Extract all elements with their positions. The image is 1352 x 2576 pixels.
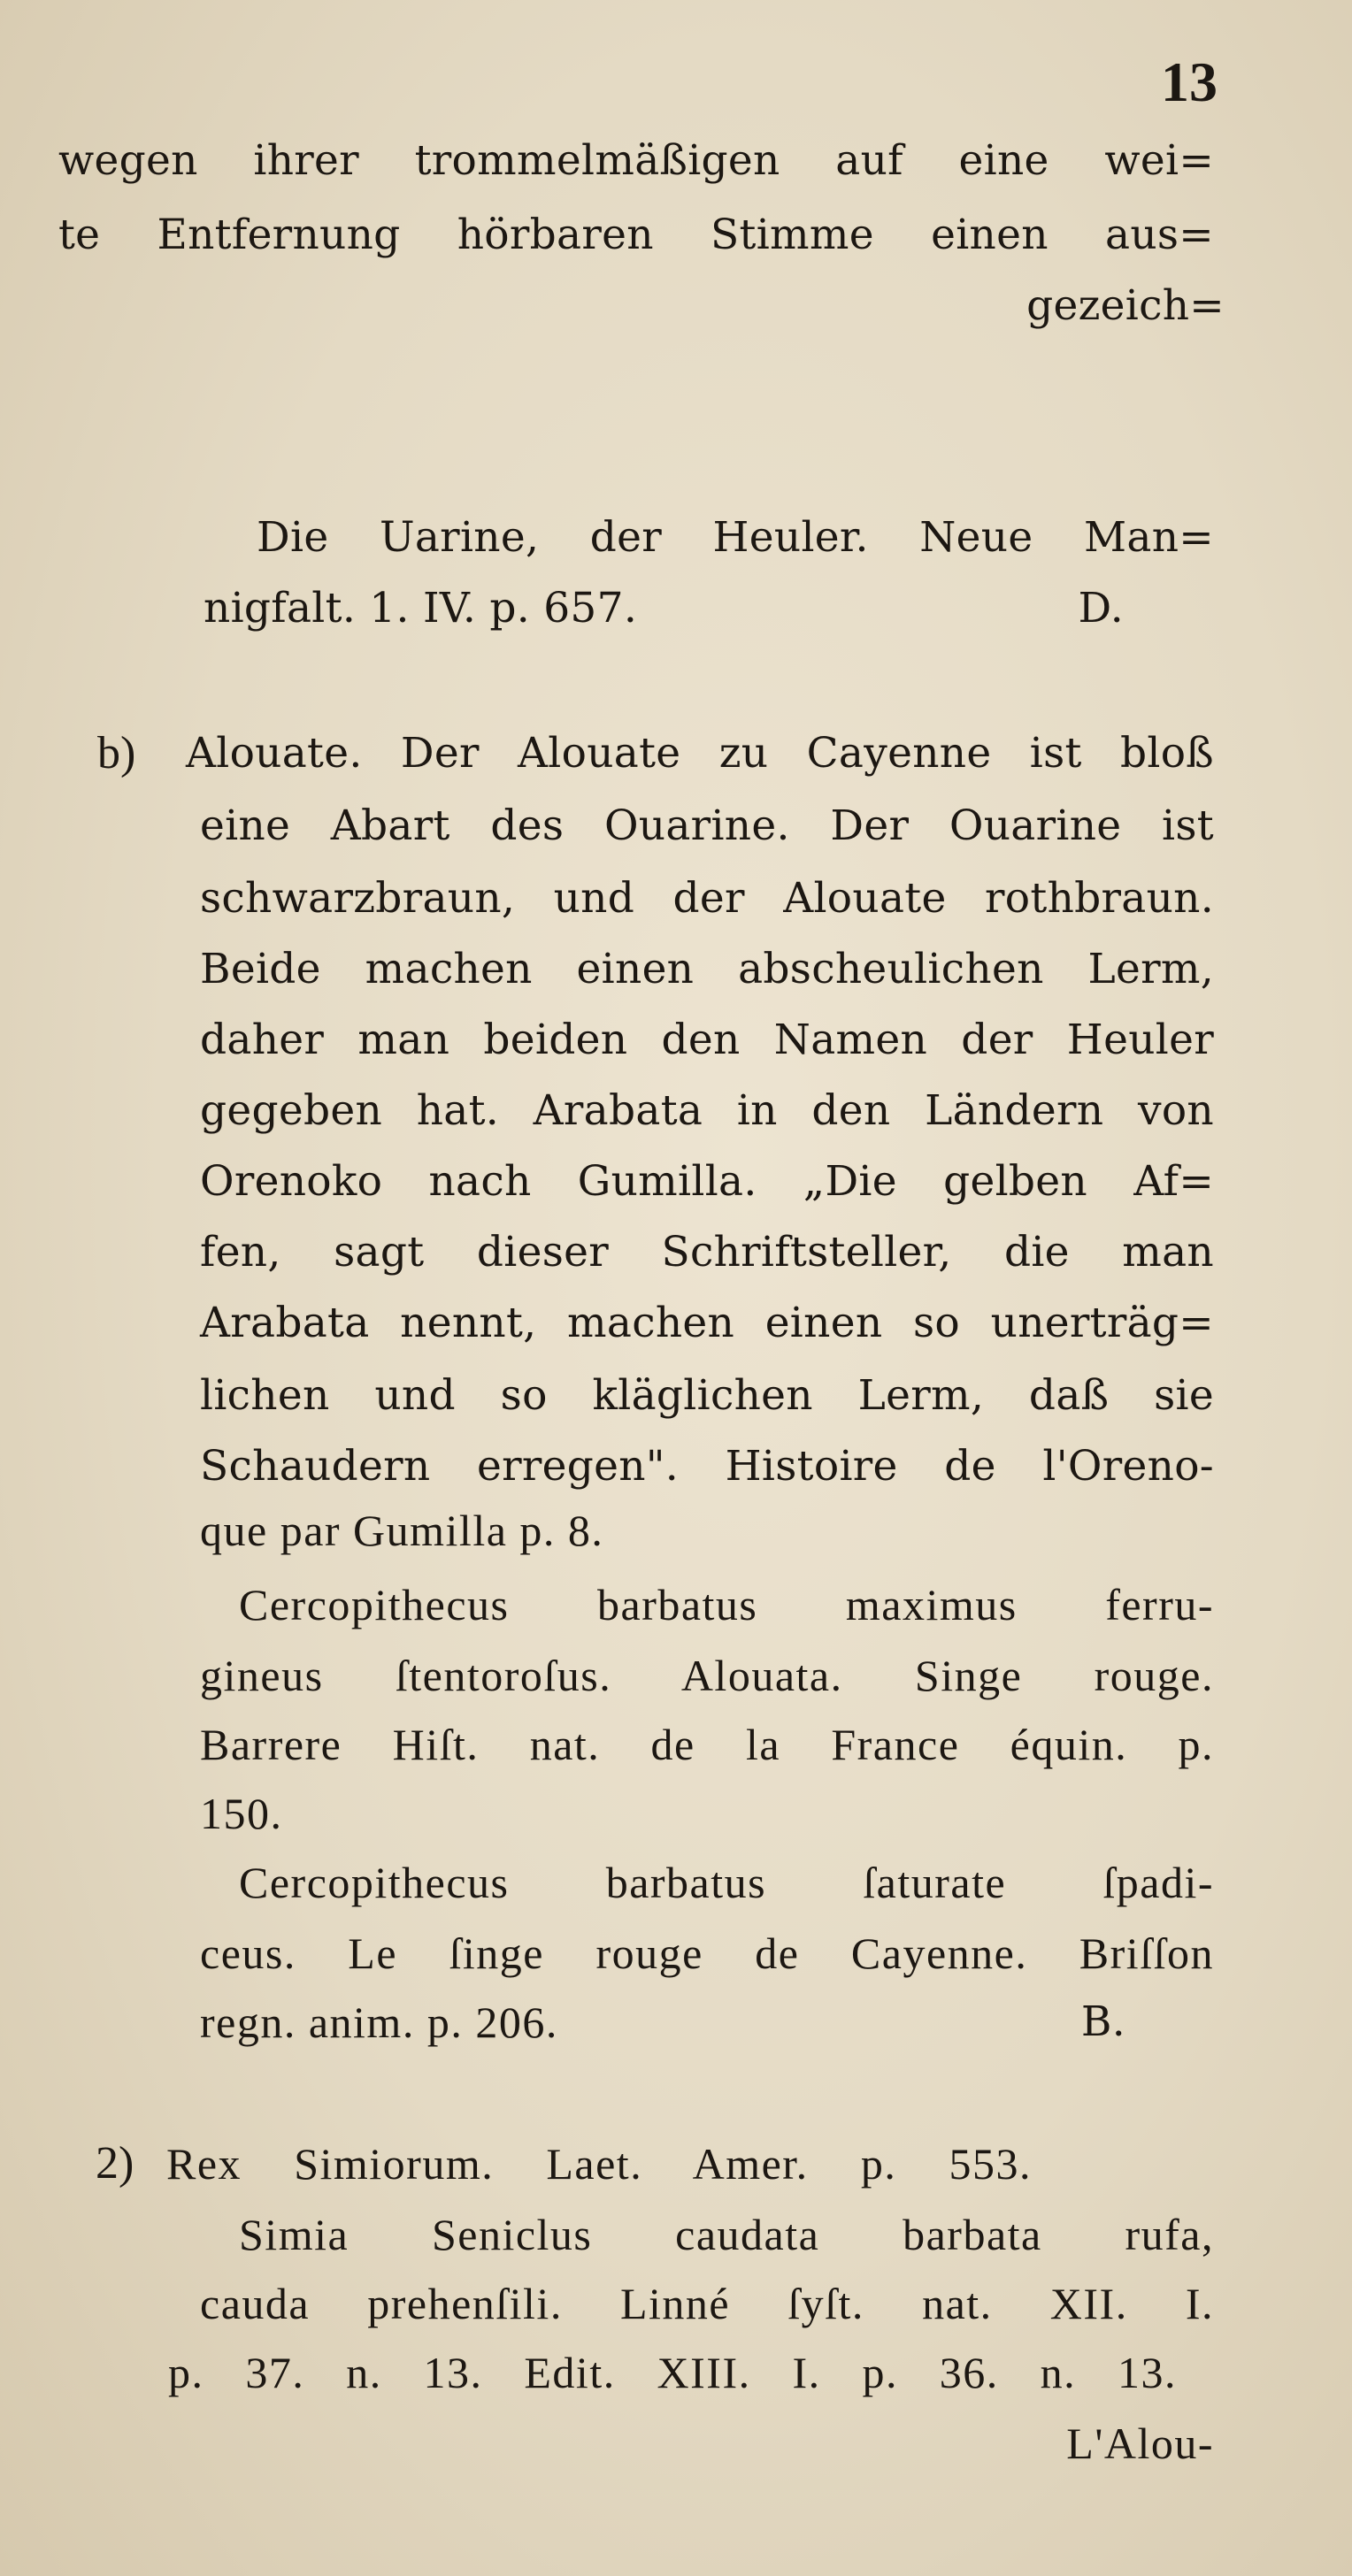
- text-line: eine Abart des Ouarine. Der Ouarine ist: [200, 801, 1214, 850]
- text-line: que par Gumilla p. 8.: [200, 1506, 604, 1555]
- text-line: 150.: [200, 1789, 283, 1838]
- text-line: [200, 1996, 1125, 2049]
- text-line: Schaudern erregen". Histoire de l'Oreno-: [200, 1442, 1214, 1491]
- text-line: gineus ſtentoroſus. Alouata. Singe rouge.: [200, 1651, 1214, 1700]
- text-line: Alouate. Der Alouate zu Cayenne ist bloß: [186, 729, 1214, 778]
- footnote-marker: b): [97, 728, 136, 778]
- text-line: schwarzbraun, und der Alouate rothbraun.: [200, 874, 1214, 923]
- citation: regn. anim. p. 206.: [200, 1997, 558, 2047]
- text-line: [204, 582, 1124, 635]
- text-line: ceus. Le ſinge rouge de Cayenne. Briſſon: [200, 1928, 1214, 1978]
- text-line: wegen ihrer trommelmäßigen auf eine wei=: [58, 136, 1214, 185]
- text-line: Arabata nennt, machen einen so unerträg=: [200, 1299, 1214, 1347]
- text-line: fen, sagt dieser Schriftsteller, die man: [200, 1228, 1214, 1276]
- signature-initial: B.: [1080, 1997, 1125, 2046]
- catchword: gezeich=: [1026, 281, 1225, 330]
- catchword: L'Alou-: [1066, 2419, 1214, 2468]
- signature-initial: D.: [1078, 584, 1124, 632]
- text-line: te Entfernung hörbaren Stimme einen aus=: [58, 211, 1214, 259]
- text-line: cauda prehenſili. Linné ſyſt. nat. XII. I.: [200, 2279, 1214, 2328]
- text-line: Simia Seniclus caudata barbata rufa,: [239, 2210, 1214, 2259]
- text-line: Cercopithecus barbatus maximus ferru-: [239, 1580, 1214, 1629]
- footnote-marker: 2): [96, 2138, 134, 2189]
- text-line: Die Uarine, der Heuler. Neue Man=: [257, 513, 1214, 562]
- text-line: daher man beiden den Namen der Heuler: [200, 1016, 1214, 1064]
- text-line: p. 37. n. 13. Edit. XIII. I. p. 36. n. 13.: [168, 2348, 1177, 2397]
- text-line: Rex Simiorum. Laet. Amer. p. 553.: [166, 2139, 1032, 2189]
- text-line: Barrere Hiſt. nat. de la France équin. p.: [200, 1720, 1214, 1769]
- citation: nigfalt. 1. IV. p. 657.: [204, 584, 638, 632]
- text-line: lichen und so kläglichen Lerm, daß sie: [200, 1371, 1214, 1420]
- text-line: Orenoko nach Gumilla. „Die gelben Af=: [200, 1157, 1214, 1206]
- text-line: gegeben hat. Arabata in den Ländern von: [200, 1086, 1214, 1135]
- text-line: Beide machen einen abscheulichen Lerm,: [200, 945, 1214, 993]
- text-line: Cercopithecus barbatus ſaturate ſpadi-: [239, 1858, 1214, 1907]
- page-number: 13: [1161, 50, 1218, 113]
